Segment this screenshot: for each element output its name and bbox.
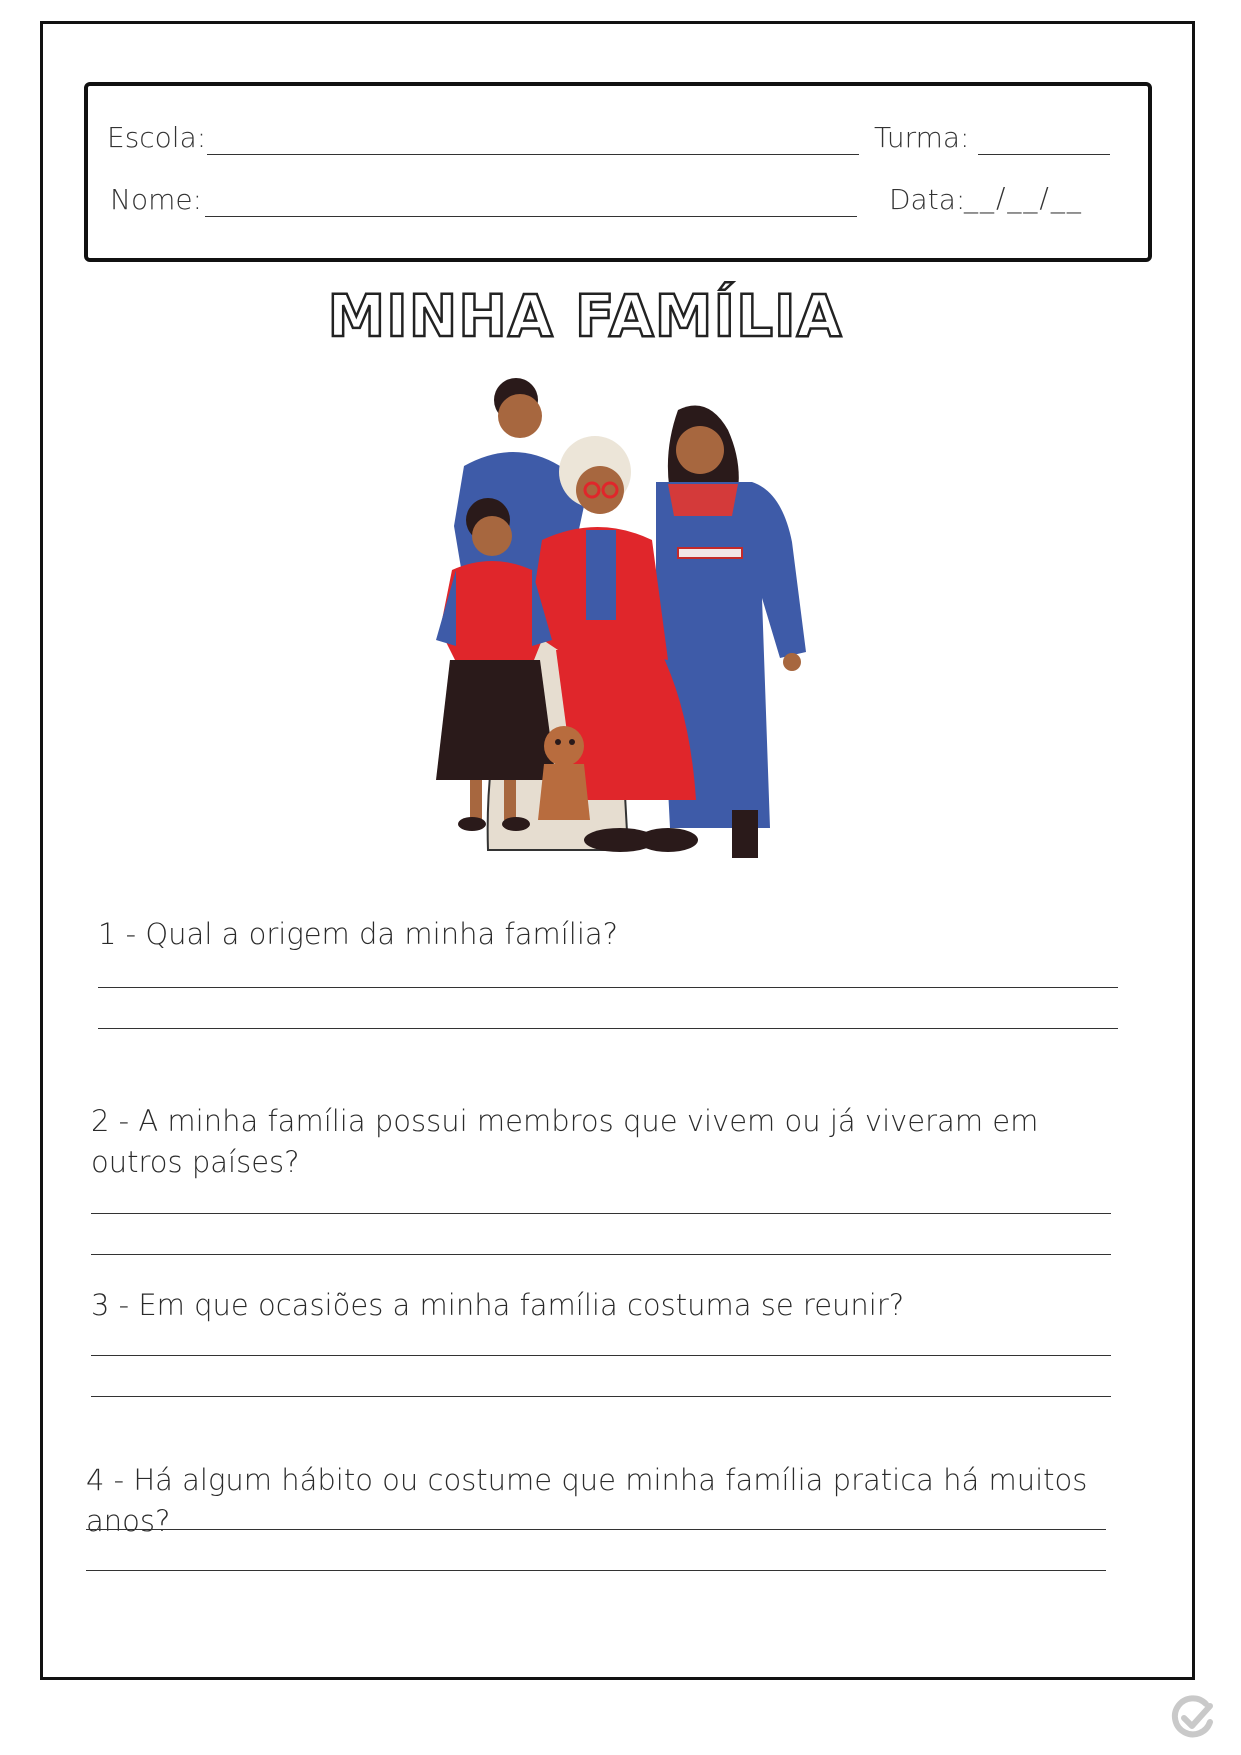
date-label: Data:	[889, 183, 966, 216]
answer-line[interactable]	[91, 1396, 1111, 1397]
school-field[interactable]	[207, 154, 859, 155]
answer-line[interactable]	[91, 1213, 1111, 1214]
question-1: 1 - Qual a origem da minha família?	[98, 917, 619, 951]
class-label: Turma:	[874, 121, 970, 154]
dog-figure	[538, 726, 590, 820]
answer-line[interactable]	[86, 1570, 1106, 1571]
class-field[interactable]	[978, 154, 1110, 155]
header-box	[84, 82, 1152, 262]
page-title: MINHA FAMÍLIA	[327, 282, 843, 350]
question-4: 4 - Há algum hábito ou costume que minha família pratica há muitos anos?	[86, 1463, 1088, 1538]
date-field[interactable]: __/__/__	[964, 181, 1083, 214]
check-logo-icon	[1168, 1692, 1218, 1742]
school-label: Escola:	[107, 121, 207, 154]
name-field[interactable]	[205, 216, 857, 217]
family-illustration	[420, 370, 820, 870]
answer-line[interactable]	[98, 1028, 1118, 1029]
answer-line[interactable]	[91, 1254, 1111, 1255]
question-3: 3 - Em que ocasiões a minha família costuma se reunir?	[91, 1288, 905, 1322]
answer-line[interactable]	[98, 987, 1118, 988]
question-2: 2 - A minha família possui membros que vivem ou já viveram em outros países?	[91, 1104, 1039, 1179]
name-label: Nome:	[110, 183, 203, 216]
answer-line[interactable]	[86, 1529, 1106, 1530]
answer-line[interactable]	[91, 1355, 1111, 1356]
